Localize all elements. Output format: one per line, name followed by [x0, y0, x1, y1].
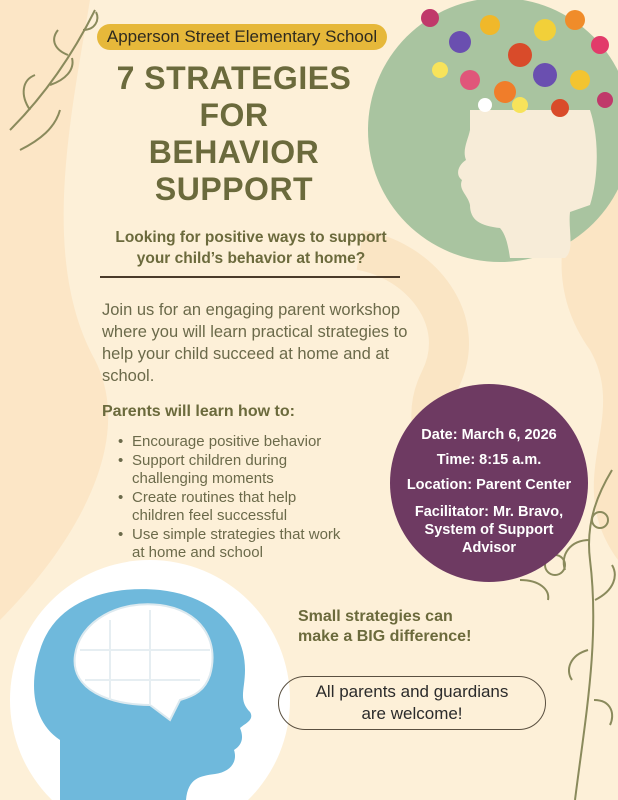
intro-line: school.	[102, 367, 155, 385]
learn-list	[118, 433, 408, 563]
title-line: BEHAVIOR	[148, 134, 320, 170]
intro-line: Join us for an engaging parent workshop	[102, 301, 401, 319]
event-facilitator-line: Advisor	[462, 540, 516, 556]
tagline-line: make a BIG difference!	[298, 628, 472, 645]
title-line: FOR	[199, 97, 269, 133]
tagline	[298, 607, 471, 647]
event-facilitator-line: Facilitator: Mr. Bravo,	[414, 504, 564, 520]
intro-line: help your child succeed at home and at	[102, 345, 390, 363]
welcome-line: are welcome!	[361, 704, 463, 723]
puzzle-head-illustration	[10, 560, 290, 800]
event-facilitator-line: System of Support	[424, 522, 554, 538]
list-item-line: • Support children during	[132, 451, 288, 469]
event-date: Date: March 6, 2026	[421, 427, 557, 443]
event-time: Time: 8:15 a.m.	[436, 452, 542, 468]
flower-head-illustration	[368, 0, 618, 262]
intro-paragraph	[102, 299, 462, 387]
intro-line: where you will learn practical strategies to	[102, 323, 408, 341]
list-item-line: children feel successful	[132, 507, 288, 524]
school-name-badge: Apperson Street Elementary School	[97, 24, 387, 50]
title-line: 7 STRATEGIES	[116, 60, 352, 96]
list-item	[118, 526, 408, 563]
list-item	[118, 452, 408, 489]
learn-heading: Parents will learn how to:	[102, 403, 295, 420]
subheading-line: your child’s behavior at home?	[136, 250, 366, 267]
list-item-line: • Encourage positive behavior	[132, 433, 322, 450]
page-title	[84, 60, 384, 208]
title-line: SUPPORT	[154, 171, 314, 207]
welcome-badge	[278, 676, 546, 730]
event-location: Location: Parent Center	[406, 477, 572, 493]
list-item-line: • Create routines that help	[132, 488, 297, 506]
subheading-line: Looking for positive ways to support	[115, 229, 387, 246]
welcome-line: All parents and guardians	[315, 682, 509, 701]
tagline-line: Small strategies can	[298, 608, 453, 625]
event-details-circle	[390, 384, 588, 582]
subheading	[96, 227, 406, 269]
list-item-line: at home and school	[132, 544, 263, 561]
list-item	[118, 433, 408, 452]
list-item	[118, 489, 408, 526]
list-item-line: challenging moments	[132, 470, 274, 487]
divider	[100, 276, 400, 278]
list-item-line: • Use simple strategies that work	[132, 525, 341, 543]
